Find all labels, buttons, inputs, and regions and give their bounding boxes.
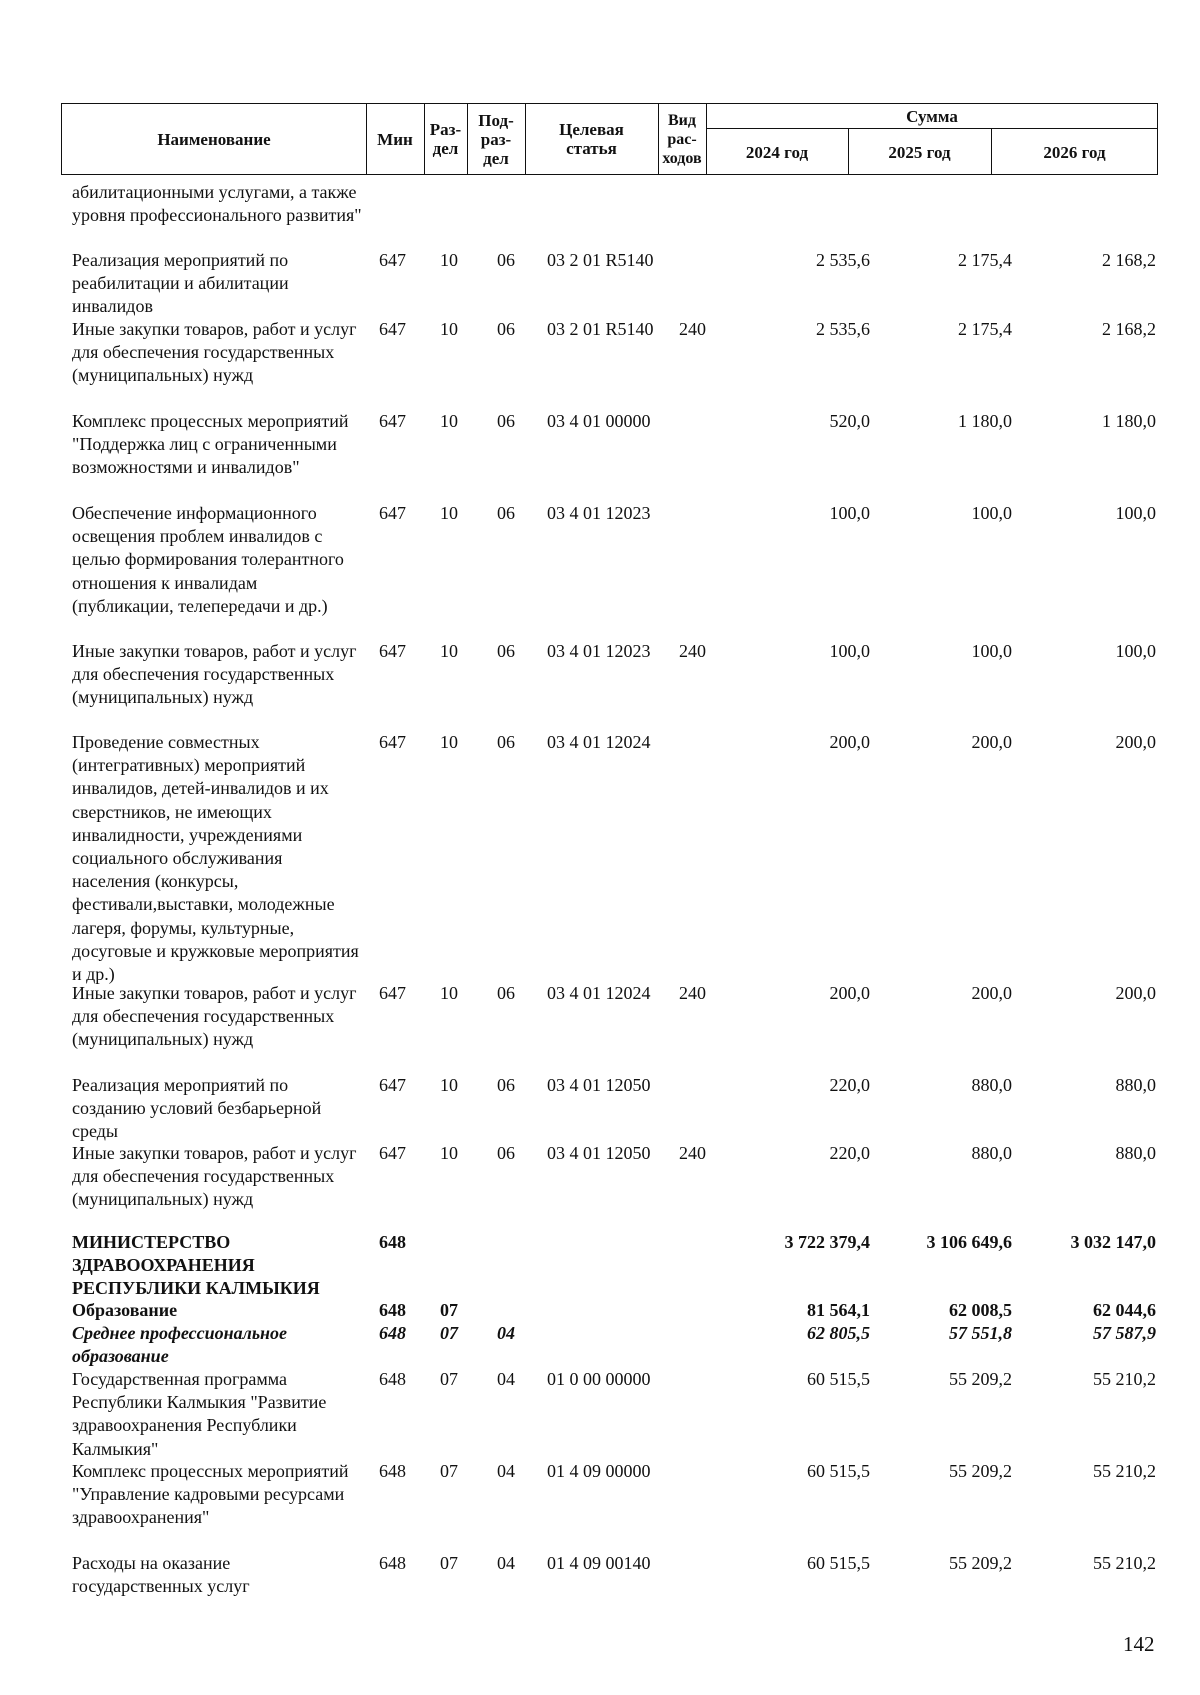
row-podrazdel: 06 <box>497 641 515 661</box>
row-sum-2025: 2 175,4 <box>958 319 1012 339</box>
row-name: Обеспечение информационного освещения проблем инвалидов с целью формирования толерантного отношения к инвалидам (публикации, телепередачи и др.) <box>72 503 344 616</box>
row-sum-2025: 880,0 <box>971 1075 1012 1095</box>
row-sum-2026: 880,0 <box>1115 1075 1156 1095</box>
row-name: Реализация мероприятий по созданию условий безбарьерной среды <box>72 1075 322 1142</box>
row-razdel: 10 <box>440 1143 458 1163</box>
row-sum-2024: 100,0 <box>829 641 870 661</box>
row-min: 647 <box>379 411 406 431</box>
row-tselevaya-statya: 03 4 01 12023 <box>547 641 651 661</box>
row-podrazdel: 06 <box>497 319 515 339</box>
header-2025: 2025 год <box>888 143 951 162</box>
row-tselevaya-statya: 03 4 01 12024 <box>547 983 651 1003</box>
header-tselevaya-statya: Целевая статья <box>559 120 624 158</box>
row-podrazdel: 04 <box>497 1461 515 1481</box>
row-name: Расходы на оказание государственных услуг <box>72 1553 250 1597</box>
row-name: Комплекс процессных мероприятий "Управление кадровыми ресурсами здравоохранения" <box>72 1461 349 1528</box>
row-min: 648 <box>379 1369 406 1389</box>
row-razdel: 07 <box>440 1300 458 1320</box>
row-sum-2024: 3 722 379,4 <box>784 1232 870 1252</box>
row-sum-2024: 81 564,1 <box>807 1300 870 1320</box>
row-name: МИНИСТЕРСТВО ЗДРАВООХРАНЕНИЯ РЕСПУБЛИКИ КАЛМЫКИЯ <box>72 1232 320 1299</box>
row-podrazdel: 04 <box>497 1323 515 1343</box>
row-razdel: 07 <box>440 1369 458 1389</box>
row-min: 647 <box>379 641 406 661</box>
row-min: 648 <box>379 1461 406 1481</box>
row-sum-2024: 220,0 <box>829 1143 870 1163</box>
row-sum-2026: 57 587,9 <box>1093 1323 1156 1343</box>
row-razdel: 10 <box>440 411 458 431</box>
row-razdel: 10 <box>440 503 458 523</box>
row-sum-2024: 60 515,5 <box>807 1461 870 1481</box>
row-tselevaya-statya: 03 4 01 12050 <box>547 1143 651 1163</box>
row-tselevaya-statya: 01 0 00 00000 <box>547 1369 651 1389</box>
row-sum-2026: 2 168,2 <box>1102 250 1156 270</box>
row-min: 647 <box>379 1075 406 1095</box>
row-sum-2025: 55 209,2 <box>949 1553 1012 1573</box>
row-sum-2026: 100,0 <box>1115 641 1156 661</box>
row-name: Иные закупки товаров, работ и услуг для обеспечения государственных (муниципальных) нужд <box>72 641 357 708</box>
row-tselevaya-statya: 01 4 09 00140 <box>547 1553 651 1573</box>
row-podrazdel: 06 <box>497 250 515 270</box>
header-2026: 2026 год <box>1043 143 1106 162</box>
row-sum-2026: 200,0 <box>1115 732 1156 752</box>
row-sum-2025: 55 209,2 <box>949 1369 1012 1389</box>
row-name: Образование <box>72 1300 178 1320</box>
row-razdel: 07 <box>440 1461 458 1481</box>
row-name: Государственная программа Республики Калмыкия "Развитие здравоохранения Республики Калмыкия" <box>72 1369 327 1459</box>
row-podrazdel: 06 <box>497 411 515 431</box>
row-name: Реализация мероприятий по реабилитации и абилитации инвалидов <box>72 250 289 317</box>
row-sum-2024: 200,0 <box>829 732 870 752</box>
row-tselevaya-statya: 01 4 09 00000 <box>547 1461 651 1481</box>
row-sum-2024: 100,0 <box>829 503 870 523</box>
row-sum-2026: 200,0 <box>1115 983 1156 1003</box>
table-header <box>61 103 1158 175</box>
row-sum-2026: 1 180,0 <box>1102 411 1156 431</box>
row-min: 647 <box>379 732 406 752</box>
row-sum-2024: 520,0 <box>829 411 870 431</box>
row-podrazdel: 06 <box>497 1075 515 1095</box>
row-name: Проведение совместных (интегративных) мероприятий инвалидов, детей-инвалидов и их сверстников, не имеющих инвалидности, учреждениями социального обслуживания населения (конкурсы, фестивали,выставки, молодежные лагеря, форумы, культурные, досуговые и кружковые мероприятия и др.) <box>72 732 359 985</box>
row-sum-2025: 62 008,5 <box>949 1300 1012 1320</box>
row-sum-2026: 100,0 <box>1115 503 1156 523</box>
row-tselevaya-statya: 03 4 01 00000 <box>547 411 651 431</box>
header-summa: Сумма <box>906 107 958 126</box>
row-vid-raskhodov: 240 <box>679 319 706 339</box>
row-sum-2025: 200,0 <box>971 732 1012 752</box>
page-number: 142 <box>1123 1632 1155 1656</box>
row-vid-raskhodov: 240 <box>679 641 706 661</box>
row-sum-2026: 3 032 147,0 <box>1070 1232 1156 1252</box>
row-sum-2024: 2 535,6 <box>816 319 870 339</box>
row-sum-2026: 880,0 <box>1115 1143 1156 1163</box>
row-tselevaya-statya: 03 2 01 R5140 <box>547 319 654 339</box>
row-sum-2025: 57 551,8 <box>949 1323 1012 1343</box>
header-min: Мин <box>377 129 413 149</box>
row-razdel: 07 <box>440 1323 458 1343</box>
row-podrazdel: 06 <box>497 503 515 523</box>
row-min: 647 <box>379 503 406 523</box>
row-sum-2024: 60 515,5 <box>807 1553 870 1573</box>
row-razdel: 10 <box>440 641 458 661</box>
row-podrazdel: 04 <box>497 1369 515 1389</box>
header-2024: 2024 год <box>745 143 809 162</box>
row-razdel: 10 <box>440 250 458 270</box>
header-razdel: Раз- дел <box>429 120 462 158</box>
row-min: 648 <box>379 1232 406 1252</box>
row-sum-2026: 55 210,2 <box>1093 1461 1156 1481</box>
row-min: 648 <box>379 1323 406 1343</box>
row-sum-2024: 220,0 <box>829 1075 870 1095</box>
row-name: Среднее профессиональное образование <box>72 1323 288 1367</box>
row-sum-2026: 55 210,2 <box>1093 1369 1156 1389</box>
row-tselevaya-statya: 03 4 01 12050 <box>547 1075 651 1095</box>
row-podrazdel: 06 <box>497 983 515 1003</box>
row-sum-2025: 3 106 649,6 <box>926 1232 1012 1252</box>
row-name: абилитационными услугами, а также уровня профессионального развития" <box>72 182 362 226</box>
row-sum-2024: 200,0 <box>829 983 870 1003</box>
row-name: Иные закупки товаров, работ и услуг для обеспечения государственных (муниципальных) нужд <box>72 1143 357 1210</box>
row-sum-2025: 100,0 <box>971 503 1012 523</box>
row-sum-2025: 100,0 <box>971 641 1012 661</box>
row-sum-2024: 2 535,6 <box>816 250 870 270</box>
row-name: Иные закупки товаров, работ и услуг для обеспечения государственных (муниципальных) нужд <box>72 319 357 386</box>
row-min: 647 <box>379 250 406 270</box>
row-sum-2026: 62 044,6 <box>1093 1300 1156 1320</box>
row-min: 647 <box>379 319 406 339</box>
row-sum-2025: 200,0 <box>971 983 1012 1003</box>
row-name: Иные закупки товаров, работ и услуг для обеспечения государственных (муниципальных) нужд <box>72 983 357 1050</box>
row-razdel: 10 <box>440 732 458 752</box>
row-vid-raskhodov: 240 <box>679 1143 706 1163</box>
row-sum-2024: 62 805,5 <box>807 1323 870 1343</box>
row-razdel: 10 <box>440 983 458 1003</box>
row-sum-2024: 60 515,5 <box>807 1369 870 1389</box>
row-sum-2026: 2 168,2 <box>1102 319 1156 339</box>
row-tselevaya-statya: 03 2 01 R5140 <box>547 250 654 270</box>
row-podrazdel: 06 <box>497 732 515 752</box>
header-podrazdel: Под- раз- дел <box>478 110 514 168</box>
row-min: 647 <box>379 983 406 1003</box>
row-tselevaya-statya: 03 4 01 12023 <box>547 503 651 523</box>
row-vid-raskhodov: 240 <box>679 983 706 1003</box>
row-razdel: 10 <box>440 319 458 339</box>
row-razdel: 07 <box>440 1553 458 1573</box>
row-razdel: 10 <box>440 1075 458 1095</box>
row-sum-2025: 880,0 <box>971 1143 1012 1163</box>
row-sum-2025: 1 180,0 <box>958 411 1012 431</box>
row-podrazdel: 06 <box>497 1143 515 1163</box>
row-name: Комплекс процессных мероприятий "Поддержка лиц с ограниченными возможностями и инвалидов" <box>72 411 349 478</box>
row-min: 647 <box>379 1143 406 1163</box>
header-vid-raskhodov: Вид рас- ходов <box>662 111 702 167</box>
row-sum-2026: 55 210,2 <box>1093 1553 1156 1573</box>
row-sum-2025: 55 209,2 <box>949 1461 1012 1481</box>
row-min: 648 <box>379 1553 406 1573</box>
row-min: 648 <box>379 1300 406 1320</box>
header-name: Наименование <box>157 129 271 149</box>
row-sum-2025: 2 175,4 <box>958 250 1012 270</box>
row-tselevaya-statya: 03 4 01 12024 <box>547 732 651 752</box>
row-podrazdel: 04 <box>497 1553 515 1573</box>
